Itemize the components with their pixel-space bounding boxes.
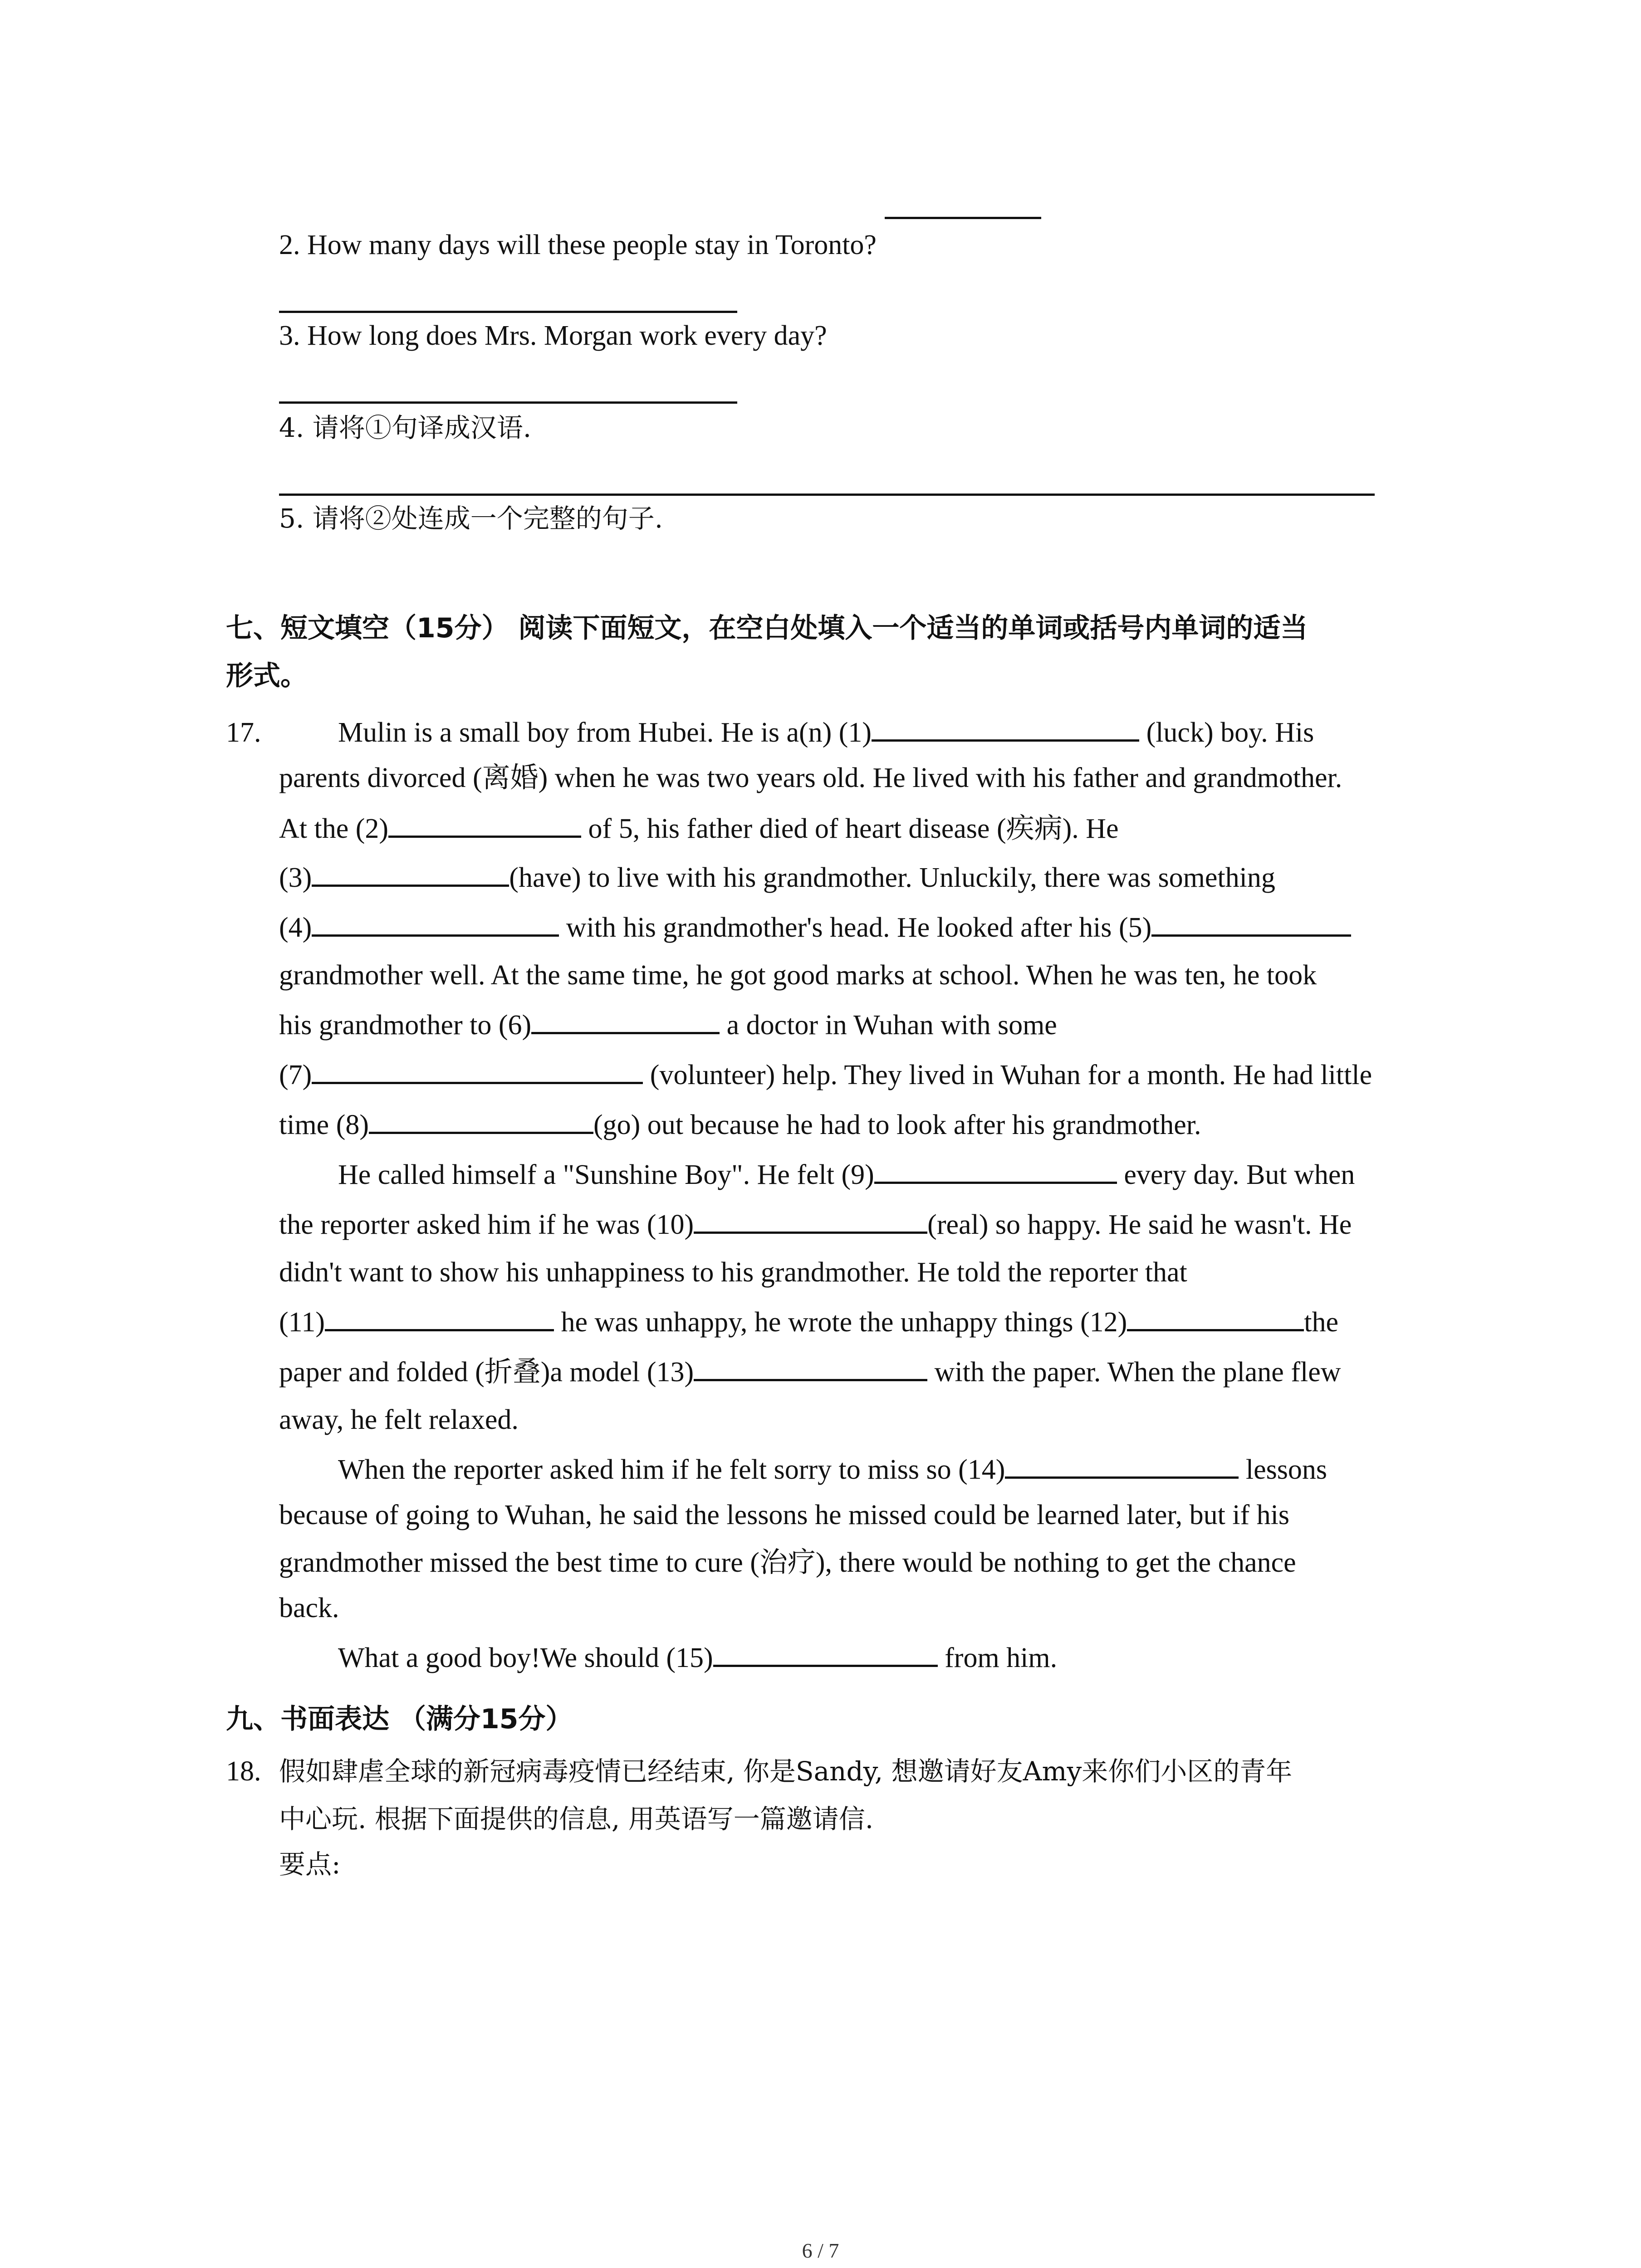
passage-text: a doctor in Wuhan with some [720,1010,1057,1041]
blank-3[interactable] [312,859,509,887]
passage-text: At the (2) [279,813,389,844]
writing-prompt-line2: 中心玩. 根据下面提供的信息, 用英语写一篇邀请信. [279,1804,874,1834]
blank-6[interactable] [531,1007,720,1034]
passage-text: (4) [279,912,312,943]
blank-9[interactable] [874,1156,1117,1184]
section9-heading: 九、书面表达 （满分15分） [226,1703,573,1735]
passage-text: (3) [279,862,312,893]
section7-heading-line2: 形式。 [226,660,308,692]
passage-line-1 [338,710,1314,755]
blank-1[interactable] [872,714,1139,742]
passage-text: (go) out because he had to look after his grandmother. [593,1110,1201,1140]
passage-line-12: didn't want to show his unhappiness to his grandmother. He told the reporter that [279,1257,1187,1288]
question-number-17: 17. [226,717,261,748]
passage-text: paper and folded (折叠)a model (13) [279,1357,694,1388]
passage-text: of 5, his father died of heart disease (疾病). He [581,813,1119,844]
passage-line-5 [279,905,1351,950]
question-5: 5. 请将②处连成一个完整的句子. [279,503,663,534]
blank-5[interactable] [1151,909,1351,937]
passage-text: every day. But when [1117,1159,1355,1190]
passage-line-6: grandmother well. At the same time, he got good marks at school. When he was ten, he took [279,960,1317,991]
passage-text: What a good boy!We should (15) [338,1642,713,1673]
passage-text: (luck) boy. His [1139,717,1314,748]
blank-4[interactable] [312,909,559,937]
passage-line-7 [279,1002,1057,1048]
page-number: 6 / 7 [802,2239,839,2262]
passage-text: (volunteer) help. They lived in Wuhan for a month. He had little [643,1060,1372,1090]
passage-text: (7) [279,1060,312,1090]
answer-line-1[interactable] [885,217,1041,219]
passage-line-10 [338,1152,1355,1198]
passage-text: (11) [279,1307,325,1338]
blank-12[interactable] [1127,1304,1304,1331]
writing-prompt-line1: 假如肆虐全球的新冠病毒疫情已经结束, 你是Sandy, 想邀请好友Amy来你们小区的青年 [279,1756,1293,1787]
blank-7[interactable] [312,1056,643,1084]
passage-text: the reporter asked him if he was (10) [279,1209,694,1240]
question-number-18: 18. [226,1756,261,1787]
passage-line-2: parents divorced (离婚) when he was two years old. He lived with his father and grandmother. [279,763,1342,793]
passage-text: from him. [937,1642,1058,1673]
passage-text: with his grandmother's head. He looked after his (5) [559,912,1152,943]
passage-text: When the reporter asked him if he felt sorry to miss so (14) [338,1454,1005,1485]
passage-line-17: because of going to Wuhan, he said the lessons he missed could be learned later, but if his [279,1500,1290,1530]
blank-8[interactable] [369,1106,593,1134]
question-2: 2. How many days will these people stay in Toronto? [279,230,877,260]
passage-line-15: away, he felt relaxed. [279,1404,519,1435]
passage-text: Mulin is a small boy from Hubei. He is a(n) (1) [338,717,872,748]
passage-text: the [1304,1307,1338,1338]
section7-heading-line1: 七、短文填空（15分） 阅读下面短文，在空白处填入一个适当的单词或括号内单词的适当 [226,612,1308,644]
blank-14[interactable] [1005,1451,1239,1479]
passage-line-9 [279,1102,1201,1148]
passage-line-4 [279,855,1275,900]
answer-line-3[interactable] [279,401,737,404]
passage-line-19: back. [279,1593,339,1623]
passage-text: with the paper. When the plane flew [927,1357,1341,1388]
writing-prompt-line3: 要点: [279,1849,341,1880]
passage-line-16 [338,1447,1327,1492]
passage-text: (real) so happy. He said he wasn't. He [927,1209,1352,1240]
passage-line-18: grandmother missed the best time to cure (治疗), there would be nothing to get the chance [279,1547,1296,1578]
passage-text: lessons [1239,1454,1327,1485]
passage-text: his grandmother to (6) [279,1010,532,1041]
question-3: 3. How long does Mrs. Morgan work every day? [279,320,827,351]
passage-line-14 [279,1349,1341,1395]
passage-text: (have) to live with his grandmother. Unluckily, there was something [509,862,1275,893]
passage-line-8 [279,1052,1372,1098]
blank-10[interactable] [694,1206,927,1234]
passage-text: time (8) [279,1110,369,1140]
question-4: 4. 请将①句译成汉语. [279,412,532,443]
blank-11[interactable] [325,1304,554,1331]
passage-line-20 [338,1635,1057,1681]
passage-line-11 [279,1202,1352,1247]
blank-13[interactable] [694,1354,927,1381]
passage-line-13 [279,1300,1338,1345]
blank-2[interactable] [388,810,581,838]
passage-line-3 [279,806,1119,851]
blank-15[interactable] [713,1639,938,1667]
passage-text: He called himself a "Sunshine Boy". He felt (9) [338,1159,874,1190]
passage-text: he was unhappy, he wrote the unhappy things (12) [554,1307,1127,1338]
